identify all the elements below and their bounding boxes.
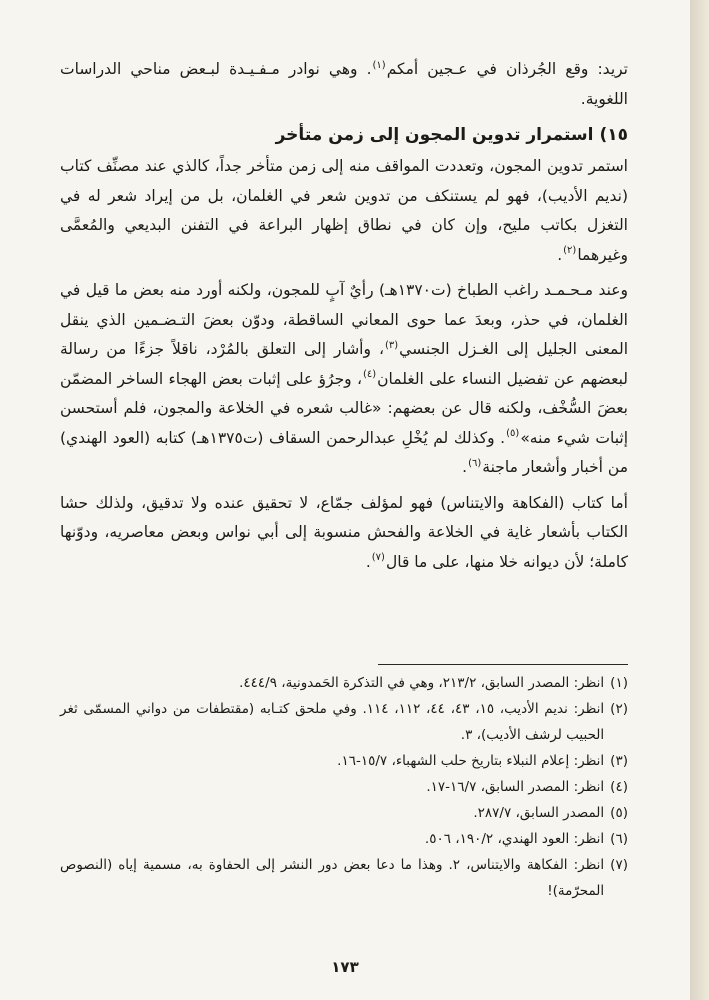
footnotes — [60, 670, 628, 904]
footnote-number: (٤) — [610, 779, 628, 795]
footnote-text: انظر: إعلام النبلاء بتاريخ حلب الشهباء، ١٥/٧-١٦. — [337, 753, 605, 769]
paragraph-2-part-5: . — [462, 458, 468, 476]
footnote-text: انظر: العود الهندي، ١٩٠/٢، ٥٠٦. — [424, 831, 605, 847]
section-number: ١٥) — [599, 125, 628, 145]
footnote-number: (٢) — [610, 701, 628, 717]
page-number: ١٧٣ — [331, 958, 359, 976]
footnote-item — [60, 774, 628, 800]
paragraph-3 — [60, 489, 628, 578]
footnote-item — [60, 826, 628, 852]
footnote-number: (٧) — [610, 857, 628, 873]
footnote-number: (١) — [610, 675, 628, 691]
section-title: استمرار تدوين المجون إلى زمن متأخر — [275, 125, 594, 145]
paragraph-2-part-1: وعند مـحـمـد راغب الطباخ (ت١٣٧٠هـ) رأيٌ آبٍ للمجون، ولكنه أورد منه بعض ما قيل في الغلمان، في حذر، وبعدَ عما حوى المعاني الساقطة، ودوّن بعضَ التـضـمين الذي ينقل المعنى الجليل إلى الغـزل الجنسي — [60, 281, 628, 358]
paragraph-2 — [60, 276, 628, 483]
intro-text-end: . وهي نوادر مـفـيـدة لبـعض مناحي الدراسات اللغوية. — [60, 60, 628, 108]
intro-paragraph — [60, 55, 628, 114]
paragraph-1-end: . — [557, 245, 563, 264]
footnote-item — [60, 852, 628, 904]
section-heading — [60, 120, 628, 150]
footnote-number: (٦) — [610, 831, 628, 847]
intro-text: تريد: وقع الجُرذان في عـجين أمكم — [386, 60, 628, 78]
footnote-text: انظر: المصدر السابق، ٢١٣/٢، وهي في التذكرة الحَمدونية، ٤٤٤/٩. — [239, 675, 605, 691]
main-text — [60, 55, 628, 583]
footnote-number: (٥) — [610, 805, 628, 821]
footnote-ref-5[interactable]: (٥) — [506, 428, 520, 440]
paragraph-2-part-2: ، وأشار إلى التعلق بالمُرْد، ناقلاً جزءًا من رسالة لبعضهم عن تفضيل النساء على الغلمان — [60, 340, 628, 388]
footnote-ref-7[interactable]: (٧) — [371, 552, 385, 564]
paragraph-2-part-4: . وكذلك لم يُخْلِ عبدالرحمن السقاف (ت١٣٧٥هـ) كتابه (العود الهندي) من أخبار وأشعار ماجنة — [60, 428, 628, 476]
footnote-text: انظر: نديم الأديب، ١٥، ٤٣، ٤٤، ١١٢، ١١٤. وفي ملحق كتـابه (مقتطفات من دواني المسمّى ثغر الحبيب لرشف الأديب)، ٣. — [60, 701, 605, 743]
footnote-ref-3[interactable]: (٣) — [384, 339, 399, 351]
paragraph-3-text: أما كتاب (الفكاهة والايتناس) فهو لمؤلف جمّاع، لا تحقيق عنده ولا تدقيق، ولذلك حشا الكتاب بأشعار غاية في الخلاعة والفحش منسوبة إلى أبي نواس وبعض معاصريه، ودوّنها كاملة؛ لأن ديوانه خلا منها، على ما قال — [60, 493, 628, 571]
footnote-item — [60, 748, 628, 774]
footnote-item — [60, 670, 628, 696]
paragraph-3-end: . — [365, 552, 371, 571]
footnote-ref-2[interactable]: (٢) — [563, 245, 577, 257]
footnote-ref-6[interactable]: (٦) — [468, 457, 482, 469]
footnote-text: انظر: الفكاهة والايتناس، ٢. وهذا ما دعا بعض دور النشر إلى الحفاوة به، مسمية إياه (النصوص المحرّمة)! — [60, 857, 605, 899]
paragraph-1 — [60, 152, 628, 270]
paragraph-2-part-3: ، وجرُؤ على إثبات بعض الهجاء الساخر المضمّن بعضَ السُّخْف، ولكنه قال عن بعضهم: «غالب شعره في الخلاعة والمجون، فلم أستحسن إثبات شيء منه» — [60, 369, 629, 447]
footnote-text: انظر: المصدر السابق، ١٦/٧-١٧. — [426, 779, 605, 795]
paragraph-1-text: استمر تدوين المجون، وتعددت المواقف منه إلى زمن متأخر جداً، كالذي عند مصنِّف كتاب (نديم الأديب)، فهو لم يستنكف من تدوين شعر في الغلمان، بل من إيراد شعر له في التغزل بكاتب مليح، وإن كان في نطاق إظهار البراعة في التفنن البديعي والمُعمَّى وغيرهما — [60, 157, 628, 264]
footnote-separator — [378, 664, 628, 665]
footnote-item — [60, 696, 628, 748]
footnote-ref-4[interactable]: (٤) — [362, 369, 377, 381]
footnote-number: (٣) — [610, 753, 628, 769]
footnote-ref-1[interactable]: (١) — [372, 59, 386, 71]
footnote-text: المصدر السابق، ٢٨٧/٧. — [473, 805, 605, 821]
footnote-item — [60, 800, 628, 826]
